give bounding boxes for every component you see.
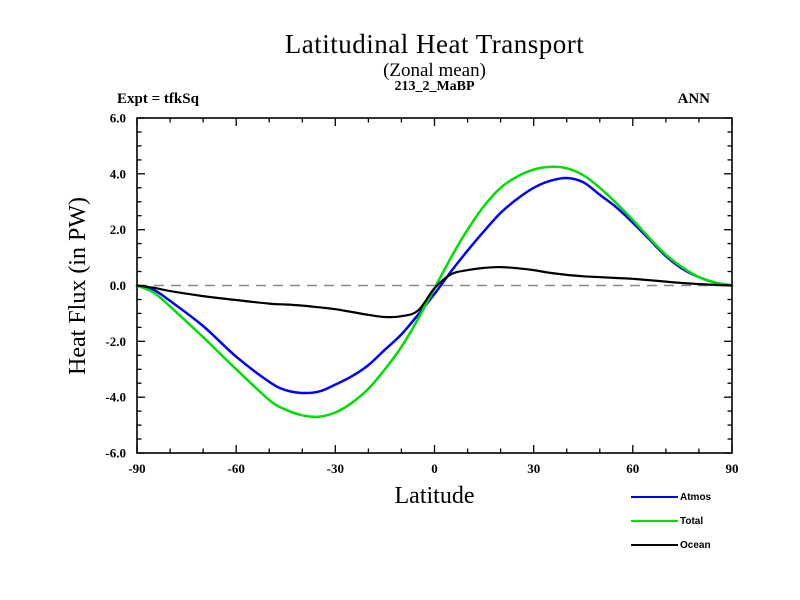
y-tick-label: 2.0 <box>109 222 126 238</box>
x-tick-label: 30 <box>527 461 541 476</box>
x-tick-label: -60 <box>227 461 245 476</box>
y-tick-label: 6.0 <box>109 110 126 126</box>
y-tick-label: 4.0 <box>109 166 126 182</box>
legend-row-total <box>631 515 771 527</box>
legend-label-ocean: Ocean <box>680 539 711 551</box>
season-label: ANN <box>677 91 710 107</box>
x-tick-label: 0 <box>431 461 438 476</box>
y-axis-title: Heat Flux (in PW) <box>65 197 91 375</box>
legend-label-atmos: Atmos <box>680 491 712 503</box>
legend-row-atmos <box>631 491 771 503</box>
x-tick-label: -30 <box>326 461 344 476</box>
legend <box>631 491 771 563</box>
x-tick-label: 90 <box>725 461 739 476</box>
chart-subtitle: (Zonal mean) <box>383 60 486 81</box>
y-tick-label: 0.0 <box>109 278 126 293</box>
y-tick-label: -2.0 <box>105 333 126 349</box>
x-tick-label: 60 <box>626 461 640 476</box>
x-axis-title: Latitude <box>394 483 475 509</box>
total-curve <box>137 167 732 417</box>
y-tick-label: -4.0 <box>105 389 126 405</box>
total-line-swatch <box>631 520 678 522</box>
run-id-label: 213_2_MaBP <box>394 79 475 94</box>
chart-title: Latitudinal Heat Transport <box>284 29 585 59</box>
experiment-label: Expt = tfkSq <box>117 91 199 107</box>
legend-row-ocean <box>631 539 771 551</box>
legend-label-total: Total <box>680 515 704 527</box>
atmos-line-swatch <box>631 496 678 498</box>
ocean-line-swatch <box>631 544 678 546</box>
y-tick-label: -6.0 <box>105 445 126 461</box>
x-tick-label: -90 <box>128 461 146 476</box>
